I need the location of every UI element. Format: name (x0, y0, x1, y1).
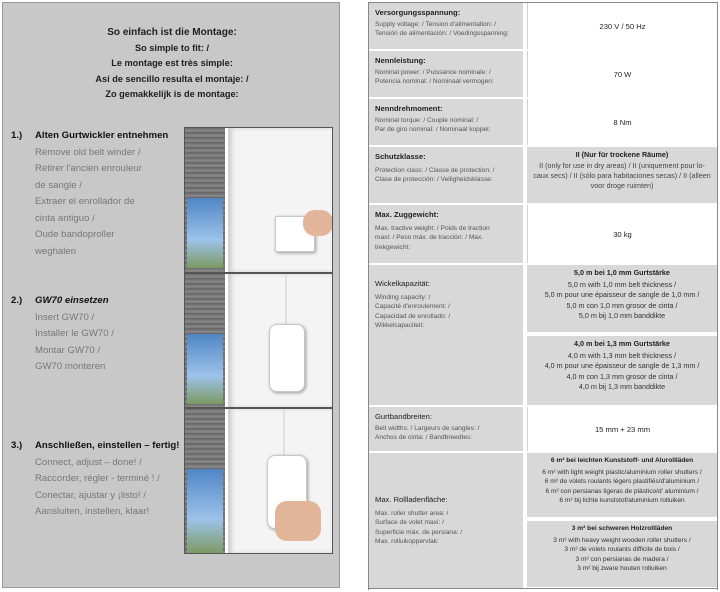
spec-label: Wickelkapazität: (375, 279, 430, 288)
spec-value-line: caux secs) / II (sólo para habitaciones secas) / II (alleen (533, 171, 711, 180)
spec-value-line: 6 m² con persianas ligeras de plástico/d' aluminium / (545, 487, 699, 495)
spec-label-line: Tensión de alimentación: / Voedingsspanning: (375, 30, 509, 38)
installation-panel (2, 2, 340, 588)
spec-value-block (527, 265, 717, 334)
step-line: Aansluiten, instellen, klaar! (35, 506, 150, 517)
spec-label: Max. Rollladenfläche: (375, 495, 448, 504)
spec-label-line: Max. roller shutter area: / (375, 510, 449, 517)
gw70-device-image (269, 324, 305, 392)
spec-value-block (527, 453, 717, 519)
spec-value-line: 6 m² bij lichte kunststof/aluminium rolluiken (559, 497, 685, 505)
hand-image (303, 210, 333, 236)
step-number: 1.) (11, 130, 23, 141)
spec-value-block (527, 521, 717, 587)
spec-value-title: 3 m² bei schweren Holzrollläden (571, 525, 673, 532)
window-view-image (187, 198, 223, 268)
spec-value: 30 kg (527, 205, 717, 263)
step-line: Remove old belt winder / (35, 146, 141, 158)
spec-value-line: 3 m² with heavy weight wooden roller shutters / (553, 536, 691, 544)
step-line: Raccorder, régler - terminé ! / (35, 473, 160, 484)
step-insert-gw70 (11, 293, 183, 376)
spec-row-protection-class (369, 147, 717, 205)
spec-value-line: 3 m² de volets roulants difficile de bois / (564, 546, 680, 554)
step-translations (35, 145, 183, 261)
spec-label-line: Winding capacity: / (375, 294, 431, 301)
intro-line: So simple to fit: / (134, 42, 209, 53)
step-line: Montar GW70 / (35, 344, 101, 356)
spec-value-line: 4,0 m with 1,3 mm belt thickness / (567, 351, 677, 361)
spec-row-max-tractive-weight (369, 205, 717, 265)
spec-value: 15 mm + 23 mm (527, 407, 717, 451)
spec-value-title: 4,0 m bei 1,3 mm Gurtstärke (574, 339, 670, 348)
step-number: 2.) (11, 295, 23, 306)
spec-label: Max. Zuggewicht: (375, 210, 439, 219)
spec-value: 8 Nm (527, 99, 717, 145)
spec-value-line: 5,0 m con 1,0 mm grosor de cinta / (566, 300, 678, 310)
spec-label-line: Clase de protección: / Veiligheidsklasse: (375, 176, 493, 184)
spec-value-title: 6 m² bei leichten Kunststoff- und Alurollläden (550, 457, 694, 464)
spec-value-line: 5,0 m with 1,0 mm belt thickness / (567, 280, 677, 290)
spec-row-supply-voltage (369, 3, 717, 51)
hand-image (275, 501, 321, 541)
spec-label-line: trekgewicht: (375, 243, 411, 251)
spec-label-line: Supply voltage: / Tension d'alimentation: / (375, 21, 496, 28)
intro-heading (3, 25, 340, 103)
window-view-image (187, 334, 223, 404)
spec-label-line: Surface de volet maxi: / (375, 519, 444, 527)
step-line: Installer le GW70 / (35, 328, 114, 339)
spec-label-line: Capacité d'enroulement: / (375, 303, 450, 311)
step-line: Connect, adjust – done! / (35, 456, 142, 468)
step2-photo (184, 273, 333, 408)
spec-value-title: II (Nur für trockene Räume) (575, 150, 669, 159)
step-line: Retirer l'ancien enrouleur (35, 163, 142, 174)
step-line: GW70 monteren (35, 361, 106, 372)
spec-label-line: Belt widths: / Largeurs de sangles: / (375, 425, 480, 432)
step-number: 3.) (11, 440, 23, 451)
spec-value-block (527, 336, 717, 405)
spec-row-max-shutter-area (369, 453, 717, 589)
step-line: de sangle / (35, 179, 82, 191)
spec-value-line: 6 m² de volets roulants légers plastifiés/d'aluminium / (544, 478, 700, 486)
step-heading: Anschließen, einstellen – fertig! (35, 440, 180, 451)
spec-row-belt-widths (369, 407, 717, 453)
spec-row-nominal-torque (369, 99, 717, 147)
step-line: Extraer el enrollador de (35, 196, 135, 207)
spec-label-line: Max. rolluikoppervlak: (375, 538, 439, 546)
belt-image (283, 409, 285, 459)
specifications-table (368, 2, 718, 590)
step1-photo (184, 127, 333, 273)
step-translations (35, 455, 185, 521)
spec-value: 70 W (527, 51, 717, 97)
spec-value-line: 4,0 m bij 1,3 mm banddikte (578, 381, 666, 391)
window-view-image (187, 469, 223, 553)
belt-image (285, 274, 287, 326)
spec-value-line: 5,0 m pour une épaisseur de sangle de 1,0 mm / (544, 290, 700, 300)
spec-value-line: voor droge ruimten) (590, 181, 654, 190)
spec-label: Schutzklasse: (375, 152, 426, 161)
spec-value-line: 3 m² con persianas de madera / (575, 555, 669, 563)
spec-value-line: 4,0 m con 1,3 mm grosor de cinta / (566, 371, 678, 381)
spec-label-line: Capacidad de enrollado: / (375, 312, 451, 320)
step-line: cinta antiguo / (35, 212, 95, 224)
step-translations (35, 310, 183, 376)
spec-label-line: Nominal torque: / Couple nominal: / (375, 117, 479, 124)
spec-label-line: Par de giro nominal: / Nominaal koppel: (375, 126, 491, 134)
spec-label: Versorgungsspannung: (375, 8, 461, 17)
step-connect-adjust (11, 438, 183, 521)
spec-value-line: 4,0 m pour une épaisseur de sangle de 1,3 mm / (544, 361, 700, 371)
spec-label-line: Anchos de cinta: / Bandbreedtes: (375, 434, 473, 442)
spec-row-winding-capacity (369, 265, 717, 407)
spec-label-line: Nominal power: / Puissance nominale: / (375, 69, 491, 76)
step-heading: GW70 einsetzen (35, 295, 109, 306)
spec-label-line: Potencia nominal: / Nominaal vermogen: (375, 78, 494, 86)
spec-value-line: II (only for use in dry areas) / II (uniquement pour lo- (539, 161, 705, 170)
step-heading: Alten Gurtwickler entnehmen (35, 130, 169, 141)
step3-photo (184, 408, 333, 554)
spec-value-title: 5,0 m bei 1,0 mm Gurtstärke (574, 268, 670, 277)
intro-line: Así de sencillo resulta el montaje: / (95, 73, 249, 84)
step-line: Insert GW70 / (35, 311, 95, 323)
spec-value: 230 V / 50 Hz (527, 3, 717, 49)
spec-label: Gurtbandbreiten: (375, 412, 432, 421)
spec-value-line: 6 m² with light weight plastic/aluminium roller shutters / (542, 468, 702, 476)
spec-label-line: Superficie máx. de persiana: / (375, 528, 463, 536)
step-remove-old-winder (11, 128, 183, 260)
step-line: weghalen (35, 245, 77, 257)
step-line: Conectar, ajustar y ¡listo! / (35, 489, 146, 501)
spec-label-line: Wikkelcapaciteit: (375, 322, 425, 330)
spec-value-line: 5,0 m bij 1,0 mm banddikte (578, 310, 666, 320)
spec-value-line: 3 m² bij zware houten rolluiken (577, 565, 667, 573)
intro-line: So einfach ist die Montage: (107, 27, 237, 38)
intro-line: Zo gemakkelijk is de montage: (105, 89, 239, 99)
spec-value-block (527, 147, 717, 203)
spec-label: Nennleistung: (375, 56, 426, 65)
intro-line: Le montage est très simple: (111, 58, 233, 68)
step-line: Oude bandoproller (35, 229, 115, 240)
spec-label-line: maxi: / Peso máx. de tracción: / Max. (375, 234, 484, 242)
spec-row-nominal-power (369, 51, 717, 99)
spec-label: Nenndrehmoment: (375, 104, 443, 113)
spec-label-line: Protection class: / Classe de protection: / (375, 167, 495, 174)
spec-label-line: Max. tractive weight: / Poids de traction (375, 225, 490, 232)
